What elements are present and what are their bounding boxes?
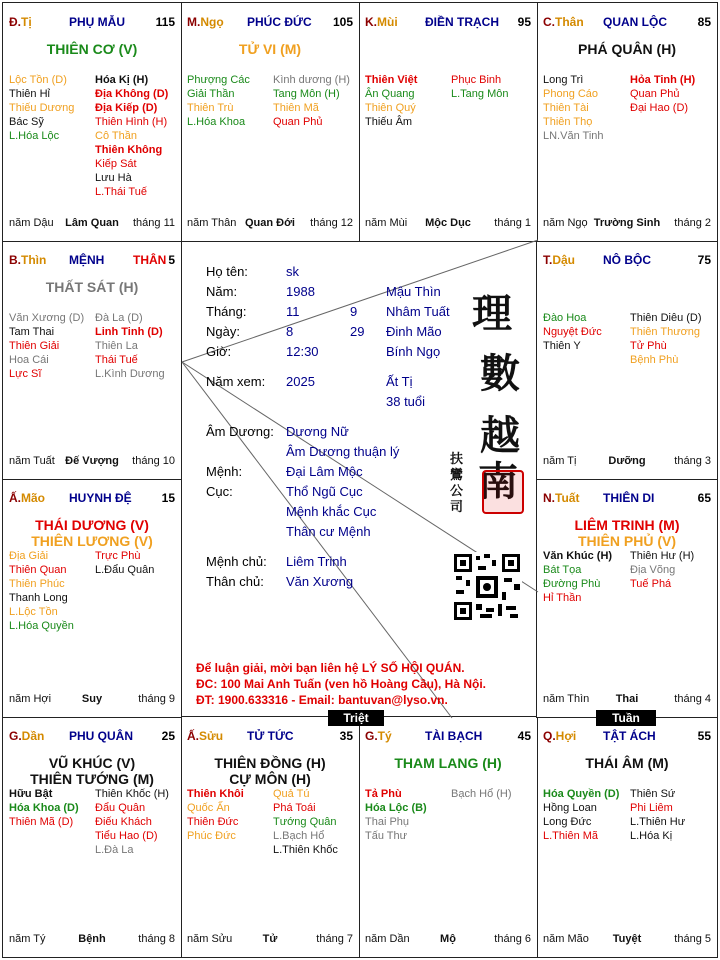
calligraphy-char-4: 南 [478,458,518,505]
minor-star: Thiên Quý [365,102,416,114]
palace-month: tháng 2 [674,217,711,229]
menh-chu-label: Mệnh chủ: [206,554,267,569]
palace-name: HUYNH ĐỆ [69,491,132,505]
minor-star: Thiên Hư (H) [630,550,695,562]
thang-am: 9 [350,304,358,319]
minor-star: Hữu Bật [9,788,53,800]
palace-year: năm Mùi [365,217,408,229]
minor-star: Kình dương (H) [273,74,350,86]
main-star: LIÊM TRINH (M) [574,517,680,533]
palace-year: năm Thìn [543,693,590,705]
thang-label: Tháng: [206,304,247,319]
palace-prefix: Ấ. [187,729,199,743]
menh-chu-value: Liêm Trinh [286,554,347,569]
palace-month: tháng 7 [316,933,353,945]
minor-star: Hóa Lộc (B) [365,802,427,814]
minor-star: Thiên Mã [273,102,319,114]
calligraphy-char-3: 越 [480,412,520,459]
gio-label: Giờ: [206,344,232,359]
minor-star: L.Thiên Hư [630,816,686,828]
minor-star: Quốc Ấn [187,802,230,814]
minor-star: Giải Thần [187,88,235,100]
main-star: THIÊN LƯƠNG (V) [31,533,153,549]
palace-prefix: M. [187,15,201,29]
minor-star: L.Thiên Khốc [273,844,338,856]
ho-ten-row [206,264,248,279]
minor-star: Thiên Không [95,144,163,156]
main-star: THÁI ÂM (M) [585,755,669,771]
thang-value: 11 [286,304,300,319]
palace-name: THIÊN DI [603,491,655,505]
minor-star: Phục Binh [451,74,502,86]
palace-month: tháng 11 [132,217,175,229]
minor-star: Thiên Y [543,340,581,352]
palace-body-marker: THÂN [133,253,167,267]
am-duong-label: Âm Dương: [206,424,274,439]
minor-star: Quan Phủ [630,88,680,100]
palace-stage: Mộc Dục [425,217,471,229]
contact-phone-email: ĐT: 1900.633316 - Email: bantuvan@lyso.vn. [196,693,448,707]
palace-year: năm Tị [543,455,577,467]
menh-label: Mệnh: [206,464,243,479]
palace-branch: Tuất [555,491,580,505]
minor-star: Hóa Quyền (D) [543,788,620,800]
main-star: VŨ KHÚC (V) [48,755,136,771]
minor-star: Bạch Hổ (H) [451,788,512,800]
main-star: TỬ VI (M) [238,41,302,57]
palace-age: 35 [339,729,353,743]
palace-month: tháng 6 [494,933,531,945]
palace-branch: Dậu [552,253,576,267]
palace-name: TÀI BẠCH [425,729,483,743]
minor-star: Hóa Kị (H) [95,74,149,86]
palace-prefix: G. [365,729,378,743]
main-star: PHÁ QUÂN (H) [578,41,676,57]
minor-star: Địa Không (D) [95,88,169,100]
palace-stage: Suy [81,693,103,705]
minor-star: Văn Khúc (H) [543,550,613,562]
minor-star: Phượng Các [187,74,250,86]
ngay-can: Đinh Mão [386,324,442,339]
nam-value: 1988 [286,284,315,299]
minor-star: Hoa Cái [9,354,49,366]
minor-star: LN.Văn Tinh [543,130,604,142]
palace-age: 65 [697,491,711,505]
minor-star: Tang Môn (H) [273,88,340,100]
palace-branch: Sửu [199,729,224,743]
minor-star: Thiên Phúc [9,578,65,590]
palace-prefix: N. [543,491,555,505]
minor-star: Thiên Việt [365,74,418,86]
palace-prefix: C. [543,15,555,29]
minor-star: Thiên Sứ [630,788,676,800]
palace-stage: Thai [615,693,639,705]
than-chu-value: Văn Xương [286,574,354,589]
minor-star: Ân Quang [365,88,415,100]
palace-stage: Mộ [440,933,456,945]
minor-star: Phong Cáo [543,88,599,100]
minor-star: Lực Sĩ [9,368,42,380]
minor-star: Đà La (D) [95,312,143,324]
palace-age: 115 [155,15,175,29]
center-info-panel [182,242,540,718]
palace-branch: Thân [555,15,584,29]
palace-prefix: K. [365,15,377,29]
minor-star: Đại Hao (D) [630,102,689,114]
than-cu-note: Thân cư Mệnh [286,524,371,539]
palace-branch: Thìn [21,253,47,267]
palace-prefix: Ấ. [9,491,21,505]
minor-star: Thiên Khốc (H) [95,788,169,800]
minor-star: L.Lộc Tồn [9,606,58,618]
nam-label: Năm: [206,284,238,299]
minor-star: Thiên Hình (H) [95,116,168,128]
minor-star: Thiên Khôi [187,788,244,800]
ho-ten-value: sk [286,264,299,279]
minor-star: L.Hóa Kị [630,830,673,842]
palace-name: TẬT ÁCH [603,729,656,743]
palace-branch: Tý [377,729,392,743]
cuc-note: Mệnh khắc Cục [286,504,377,519]
palace-branch: Mùi [377,15,398,29]
minor-star: Thiên Quan [9,564,67,576]
minor-star: Nguyệt Đức [543,326,602,338]
palace-age: 45 [517,729,531,743]
menh-value: Đại Lâm Mộc [286,464,363,479]
minor-star: Quả Tú [273,788,310,800]
triet-badge: Triệt [328,710,384,726]
palace-month: tháng 8 [138,933,175,945]
main-star: THIÊN ĐỒNG (H) [214,755,326,771]
minor-star: Long Trì [543,74,584,86]
nam-xem-value: 2025 [286,374,315,389]
minor-star: Đào Hoa [543,312,587,324]
minor-star: Thiên Hỉ [9,88,50,100]
minor-star: Kiếp Sát [95,158,137,170]
ngay-am: 29 [350,324,365,339]
palace-stage: Dưỡng [608,455,646,467]
palace-name: PHU QUÂN [69,729,134,743]
nam-can: Mậu Thìn [386,284,441,299]
contact-address: ĐC: 100 Mai Anh Tuấn (ven hồ Hoàng Cầu), Hà Nội. [196,677,487,691]
minor-star: L.Bạch Hổ [273,830,325,842]
am-duong-value: Dương Nữ [286,424,349,439]
palace-month: tháng 5 [674,933,711,945]
palace-year: năm Tuất [9,455,55,467]
palace-branch: Hợi [555,729,577,743]
minor-star: Thiếu Âm [365,116,413,128]
minor-star: Địa Giải [9,550,49,562]
minor-star: Lưu Hà [95,172,132,184]
minor-star: L.Hóa Khoa [187,116,246,128]
palace-stage: Tuyệt [612,933,642,945]
calligraphy-char-1: 理 [472,290,512,337]
minor-star: Thiên Thọ [543,116,593,128]
minor-star: Hỉ Thần [543,592,582,604]
minor-star: Địa Kiếp (D) [95,102,158,114]
contact-line-1: Để luận giải, mời bạn liên hệ LÝ SỐ HỘI QUÁN. [196,661,465,675]
palace-stage: Lâm Quan [65,217,119,229]
minor-star: Tử Phù [630,340,667,352]
minor-star: Thiếu Dương [9,102,75,114]
main-star: THAM LANG (H) [394,755,502,771]
small-seal-text: 扶 鸞 公 司 [450,452,464,515]
palace-month: tháng 12 [310,217,353,229]
minor-star: Tam Thai [9,326,55,338]
minor-star: L.Thiên Mã [543,830,599,842]
minor-star: Thiên Trù [187,102,234,114]
palace-year: năm Dậu [9,217,54,229]
minor-star: Tả Phù [365,788,402,800]
minor-star: Tấu Thư [365,830,408,842]
minor-star: Địa Võng [630,564,676,576]
minor-star: Bệnh Phù [630,354,679,366]
minor-star: L.Thái Tuế [95,186,147,198]
minor-star: Điếu Khách [95,816,152,828]
palace-prefix: Q. [543,729,556,743]
minor-star: Thiên Mã (D) [9,816,74,828]
main-star: THIÊN TƯỚNG (M) [30,771,154,787]
palace-age: 105 [332,15,353,29]
minor-star: Lộc Tồn (D) [9,74,67,86]
minor-star: Tiểu Hao (D) [95,830,158,842]
main-star: THẤT SÁT (H) [45,279,139,295]
palace-month: tháng 10 [132,455,175,467]
palace-name: MỆNH [69,253,105,267]
minor-star: L.Đà La [95,844,134,856]
main-star: THIÊN PHỦ (V) [578,533,676,549]
nam-xem-can: Ất Tị [386,374,413,389]
minor-star: L.Kình Dương [95,368,165,380]
palace-name: PHỤ MẪU [69,15,125,29]
nam-xem-label: Năm xem: [206,374,266,389]
minor-star: L.Tang Môn [451,88,509,100]
palace-name: ĐIỀN TRẠCH [425,15,499,29]
minor-star: Thiên Tài [543,102,589,114]
minor-star: L.Đẩu Quân [95,564,155,576]
tuan-badge: Tuần [596,710,656,726]
minor-star: L.Hóa Quyền [9,620,74,632]
palace-age: 5 [168,253,175,267]
minor-star: Linh Tinh (D) [95,326,163,338]
palace-branch: Tị [21,15,32,29]
palace-stage: Bệnh [78,933,106,945]
minor-star: Phi Liêm [630,802,673,814]
minor-star: Bát Tọa [543,564,582,576]
palace-prefix: B. [9,253,21,267]
calligraphy-char-2: 數 [480,350,520,397]
minor-star: Bác Sỹ [9,116,44,128]
minor-star: Hỏa Tinh (H) [630,74,696,86]
palace-branch: Ngọ [200,15,224,29]
palace-name: NÔ BỘC [603,253,651,267]
palace-stage: Quan Đới [245,217,295,229]
palace-month: tháng 1 [494,217,531,229]
ngay-value: 8 [286,324,294,339]
palace-age: 25 [161,729,175,743]
palace-name: TỬ TỨC [247,729,294,743]
minor-star: Tuế Phá [630,578,672,590]
palace-month: tháng 4 [674,693,711,705]
ngay-label: Ngày: [206,324,240,339]
minor-star: L.Hóa Lộc [9,130,60,142]
minor-star: Thiên Diêu (D) [630,312,702,324]
palace-year: năm Dần [365,933,410,945]
palace-year: năm Tý [9,933,46,945]
cuc-value: Thổ Ngũ Cục [286,484,363,499]
main-star: CỰ MÔN (H) [229,771,311,787]
palace-year: năm Sửu [187,933,233,945]
palace-year: năm Ngọ [543,217,588,229]
main-star: THÁI DƯƠNG (V) [35,517,149,533]
minor-star: Thiên Giải [9,340,60,352]
palace-age: 85 [697,15,711,29]
minor-star: Quan Phủ [273,116,323,128]
palace-branch: Mão [21,491,45,505]
than-chu-label: Thân chủ: [206,574,264,589]
palace-year: năm Thân [187,217,237,229]
gio-value: 12:30 [286,344,319,359]
minor-star: Thái Tuế [95,354,138,366]
palace-name: QUAN LỘC [603,15,667,29]
palace-name: PHÚC ĐỨC [247,15,312,29]
minor-star: Hồng Loan [543,802,597,814]
minor-star: Phá Toái [273,802,316,814]
minor-star: Thiên Thương [630,326,701,338]
minor-star: Trực Phù [95,550,141,562]
minor-star: Long Đức [543,816,592,828]
palace-stage: Tử [262,933,278,945]
horoscope-chart [2,2,718,958]
minor-star: Phúc Đức [187,830,236,842]
ho-ten-label: Họ tên: [206,264,248,279]
palace-prefix: T. [543,253,553,267]
am-duong-note: Âm Dương thuận lý [286,444,400,459]
minor-star: Đẩu Quân [95,802,146,814]
palace-age: 55 [697,729,711,743]
palace-stage: Trường Sinh [593,217,661,229]
minor-star: Hóa Khoa (D) [9,802,79,814]
minor-star: Văn Xương (D) [9,312,85,324]
palace-age: 75 [697,253,711,267]
main-star: THIÊN CƠ (V) [46,41,138,57]
thang-can: Nhâm Tuất [386,304,450,319]
palace-month: tháng 3 [674,455,711,467]
minor-star: Thanh Long [9,592,68,604]
palace-age: 95 [517,15,531,29]
minor-star: Tướng Quân [273,816,337,828]
palace-year: năm Hợi [9,693,52,705]
palace-branch: Dần [21,729,45,743]
minor-star: Đường Phù [543,578,601,590]
minor-star: Thiên Đức [187,816,239,828]
palace-year: năm Mão [543,933,589,945]
cuc-label: Cục: [206,484,233,499]
seal-stamp [482,470,524,514]
palace-month: tháng 9 [138,693,175,705]
palace-age: 15 [161,491,175,505]
palace-prefix: G. [9,729,22,743]
tuoi-value: 38 tuổi [386,394,426,409]
gio-can: Bính Ngọ [386,344,441,359]
qr-code[interactable] [452,552,522,622]
minor-star: Thiên La [95,340,138,352]
palace-stage: Đế Vượng [65,455,119,467]
minor-star: Thai Phụ [365,816,410,828]
palace-prefix: Đ. [9,15,21,29]
minor-star: Cô Thần [95,130,137,142]
